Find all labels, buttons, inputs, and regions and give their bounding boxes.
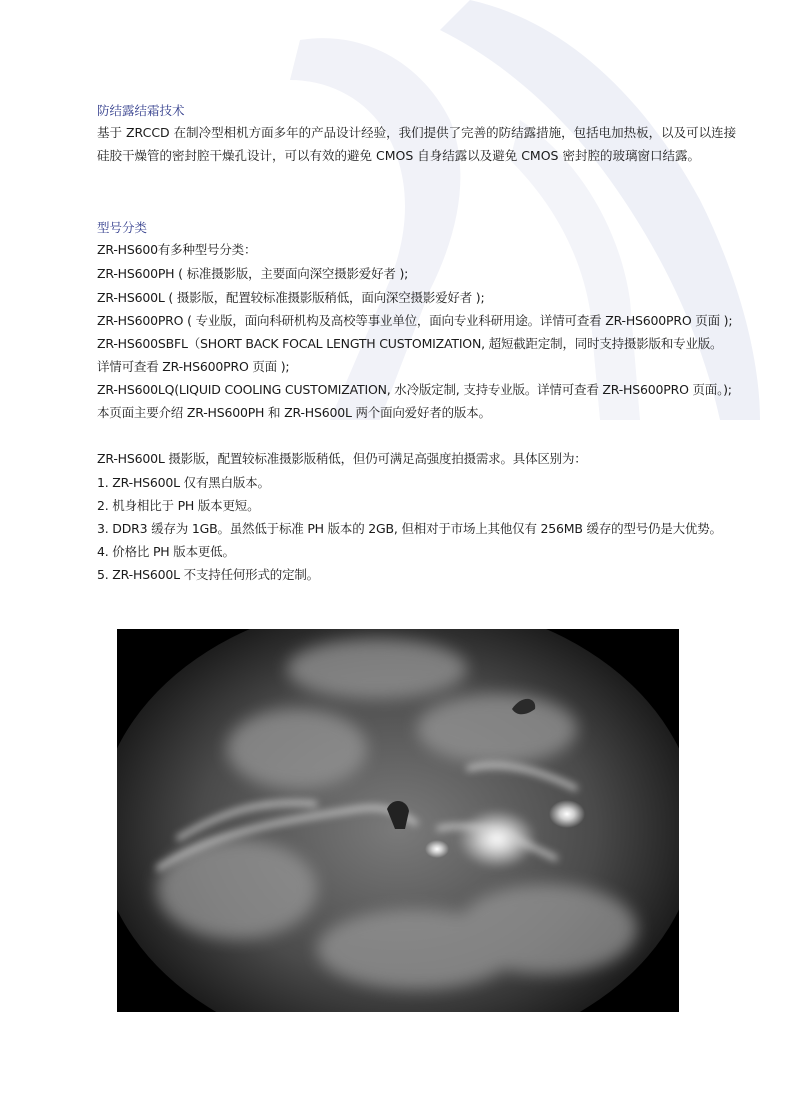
- diff-item: 1. ZR-HS600L 仅有黑白版本。: [97, 475, 270, 490]
- model-line: 详情可查看 ZR-HS600PRO 页面 );: [97, 359, 290, 374]
- model-line: ZR-HS600PH ( 标准摄影版，主要面向深空摄影爱好者 );: [97, 266, 409, 281]
- diff-intro: ZR-HS600L 摄影版，配置较标准摄影版稍低，但仍可满足高强度拍摄需求。具体区别为：: [97, 451, 587, 466]
- diff-item: 4. 价格比 PH 版本更低。: [97, 544, 235, 559]
- model-line: ZR-HS600LQ(LIQUID COOLING CUSTOMIZATION, 水冷版定制, 支持专业版。详情可查看 ZR-HS600PRO 页面。);: [97, 382, 732, 397]
- model-line: ZR-HS600L ( 摄影版，配置较标准摄影版稍低，面向深空摄影爱好者 );: [97, 290, 485, 305]
- antifog-paragraph: 基于 ZRCCD 在制冷型相机方面多年的产品设计经验，我们提供了完善的防结露措施，包括电加热板，以及可以连接硅胶干燥管的密封腔干燥孔设计，可以有效的避免 CMOS 自身结露以及避免 CMOS 密封腔的玻璃窗口结露。: [97, 125, 737, 163]
- diff-item: 2. 机身相比于 PH 版本更短。: [97, 498, 260, 513]
- diff-item: 5. ZR-HS600L 不支持任何形式的定制。: [97, 567, 319, 582]
- models-heading: 型号分类: [97, 220, 148, 235]
- model-line: ZR-HS600PRO ( 专业版，面向科研机构及高校等事业单位，面向专业科研用途。详情可查看 ZR-HS600PRO 页面 );: [97, 313, 733, 328]
- diff-item: 3. DDR3 缓存为 1GB。虽然低于标准 PH 版本的 2GB, 但相对于市场上其他仅有 256MB 缓存的型号仍是大优势。: [97, 521, 722, 536]
- model-line: 本页面主要介绍 ZR-HS600PH 和 ZR-HS600L 两个面向爱好者的版本。: [97, 405, 491, 420]
- model-line: ZR-HS600SBFL（SHORT BACK FOCAL LENGTH CUSTOMIZATION, 超短截距定制，同时支持摄影版和专业版。: [97, 336, 723, 351]
- antifog-heading: 防结露结霜技术: [97, 103, 185, 118]
- model-line: ZR-HS600有多种型号分类：: [97, 242, 257, 257]
- nebula-photo: [117, 629, 679, 1012]
